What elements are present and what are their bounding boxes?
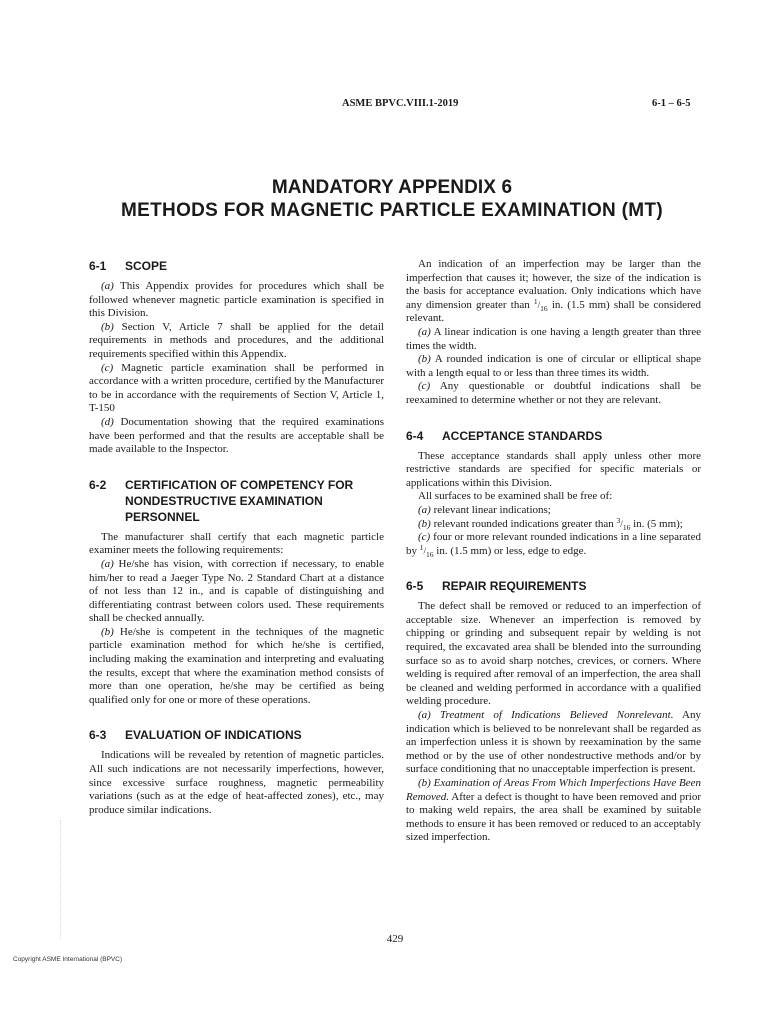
- paragraph-6-2-intro: The manufacturer shall certify that each magnetic particle examiner meets the following requirements:: [89, 530, 384, 557]
- item-text: A rounded indication is one of circular or elliptical shape with a length equal to or less than three times its width.: [406, 353, 701, 379]
- fraction-denominator: 16: [622, 522, 631, 532]
- fraction-numerator: 3: [616, 515, 621, 525]
- copyright-text: Copyright ASME International (BPVC): [13, 956, 123, 963]
- running-header: [0, 98, 768, 114]
- item-text: A linear indication is one having a length greater than three times the width.: [406, 325, 701, 352]
- section-title: REPAIR REQUIREMENTS: [442, 579, 587, 594]
- left-column: [89, 258, 384, 817]
- fraction-denominator: 16: [426, 549, 434, 559]
- section-title: ACCEPTANCE STANDARDS: [442, 428, 603, 443]
- item-label: (b): [418, 517, 431, 530]
- item-title: Examination of Areas From Which Imperfections Have Been Removed.: [406, 777, 701, 803]
- item-label: (c): [101, 361, 114, 374]
- paragraph-6-3-b: [406, 353, 701, 380]
- text-run: An indication of an imperfection may be larger than the imperfection that causes it; however, the size of the indication is the basis for acceptance evaluation. Only indications which have any dimension greater than: [406, 258, 701, 311]
- section-heading-6-3: [89, 727, 384, 743]
- item-text: This Appendix provides for procedures which shall be followed whenever magnetic particle examination is specified in this Division.: [89, 280, 384, 320]
- paragraph-6-4-p2: All surfaces to be examined shall be free of:: [418, 490, 613, 503]
- title-line-2: METHODS FOR MAGNETIC PARTICLE EXAMINATION (MT): [121, 200, 663, 221]
- margin-watermark: [60, 820, 67, 940]
- item-label: (c): [418, 531, 431, 544]
- item-text: relevant rounded indications greater than: [430, 517, 617, 530]
- fraction: $^3/_{16}$: [616, 515, 631, 532]
- item-label: (b): [418, 777, 431, 789]
- paragraph-6-3-a: [406, 326, 701, 353]
- item-text: Magnetic particle examination shall be performed in accordance with a written procedure, certified by the Manufacturer to be in accordance with the requirements of Section V, Article 1, T-150: [89, 361, 384, 415]
- paragraph-6-4-p1: These acceptance standards shall apply unless other more restrictive standards are specified for specific materials or applications within this Division.: [406, 449, 701, 489]
- paragraph-6-3-c: [406, 380, 701, 407]
- page-number: 429: [386, 933, 404, 945]
- paragraph-6-4-b: [406, 515, 701, 532]
- section-title: EVALUATION OF INDICATIONS: [125, 728, 302, 743]
- section-heading-6-5: [406, 578, 701, 594]
- paragraph-6-2-b: [89, 626, 384, 708]
- header-page-range: 6-1 – 6-5: [652, 98, 691, 109]
- item-text: After a defect is thought to have been removed and prior to making weld repairs, the area shall be examined by suitable methods to ensure it has been removed or reduced to an acceptably sized imperfection.: [406, 790, 701, 844]
- copyright-notice: [13, 956, 122, 964]
- item-text: Any indication which is believed to be nonrelevant shall be regarded as an imperfection unless it is shown by reexamination by the same method or by the use of other nondestructive methods and/or by surface conditioning that no unacceptable imperfection is present.: [406, 709, 701, 776]
- item-text: He/she has vision, with correction if necessary, to enable him/her to read a Jaeger Type No. 2 Standard Chart at a distance of not less than 12 in., and is capable of distinguishing and differentiating contrast between colors used. These requirements shall be checked annually.: [89, 557, 384, 625]
- fraction-numerator: 1: [533, 296, 538, 306]
- title-line-1: MANDATORY APPENDIX 6: [271, 177, 513, 198]
- section-number: 6-5: [406, 579, 424, 594]
- paragraph-6-2-a: [89, 558, 384, 626]
- paragraph-6-3-p1: Indications will be revealed by retention of magnetic particles. All such indications are not necessarily imperfections, however, since excessive surface roughness, magnetic permeability variations (such as at the edge of heat-affected zones), etc., may produce similar indications.: [89, 749, 384, 816]
- section-title: CERTIFICATION OF COMPETENCY FOR NONDESTRUCTIVE EXAMINATION PERSONNEL: [125, 477, 354, 524]
- item-label: (b): [418, 353, 431, 366]
- paragraph-6-1-b: [89, 321, 384, 362]
- item-label: (a): [418, 503, 431, 516]
- fraction: $^1/_{16}$: [533, 296, 548, 313]
- right-column: [406, 258, 701, 845]
- paragraph-6-5-b: [406, 777, 701, 845]
- item-text: in. (5 mm);: [630, 517, 683, 530]
- item-text: Any questionable or doubtful indications shall be reexamined to determine whether or not they are relevant.: [406, 380, 701, 406]
- section-number: 6-3: [89, 728, 107, 743]
- fraction-denominator: 16: [540, 303, 548, 313]
- paragraph-6-5-p1: The defect shall be removed or reduced to an imperfection of acceptable size. Whenever an imperfection is removed by chipping or grinding and subsequent repair by welding is not required, the excavated area shall be blended into the surrounding surface so as to avoid sharp notches, crevices, or corners. Where welding is required after removal of an imperfection, the area shall be cleaned and welding performed in accordance with a qualified welding procedure.: [406, 600, 701, 708]
- item-label: (a): [101, 280, 114, 292]
- fraction-numerator: 1: [419, 542, 424, 552]
- paragraph-6-4-c: [406, 531, 701, 558]
- item-text: relevant linear indications;: [430, 503, 551, 516]
- section-heading-6-1: [89, 258, 384, 274]
- item-title: Treatment of Indications Believed Nonrelevant.: [430, 709, 674, 722]
- section-number: 6-4: [406, 428, 424, 443]
- section-number: 6-1: [89, 259, 107, 273]
- section-title: SCOPE: [125, 259, 168, 273]
- appendix-title: [0, 176, 768, 222]
- header-doc-id: ASME BPVC.VIII.1-2019: [342, 98, 459, 109]
- paragraph-6-3-p2: [406, 258, 701, 326]
- item-label: (a): [418, 709, 431, 722]
- paragraph-6-4-a: [406, 504, 701, 518]
- section-number: 6-2: [89, 477, 107, 492]
- item-label: (b): [101, 320, 114, 333]
- fraction: $^1/_{16}$: [419, 542, 434, 559]
- text-run: in. (1.5 mm) shall be considered relevant.: [406, 298, 701, 325]
- item-text: in. (1.5 mm) or less, edge to edge.: [433, 544, 587, 557]
- item-text: four or more relevant rounded indications in a line separated by: [406, 531, 701, 557]
- paragraph-6-5-a: [406, 709, 701, 777]
- section-heading-6-4: [406, 428, 701, 444]
- paragraph-6-1-a: [89, 280, 384, 321]
- item-label: (a): [418, 325, 431, 338]
- item-text: Documentation showing that the required examinations have been performed and that the results are acceptable shall be made available to the Inspector.: [89, 415, 384, 456]
- item-text: Section V, Article 7 shall be applied for the detail requirements in methods and procedures, and the additional requirements specified within this Appendix.: [89, 320, 384, 360]
- item-label: (b): [101, 625, 114, 638]
- item-text: He/she is competent in the techniques of the magnetic particle examination method for which he/she is certified, including making the examination and interpreting and evaluating the results, except that where the examination method consists of more than one operation, he/she may be certified as being qualified only for one or more of these operations.: [89, 625, 384, 706]
- item-label: (c): [418, 380, 431, 393]
- paragraph-6-1-d: [89, 416, 384, 457]
- item-label: (a): [101, 557, 114, 570]
- section-heading-6-2: [89, 477, 384, 525]
- paragraph-6-1-c: [89, 362, 384, 416]
- item-label: (d): [101, 415, 114, 428]
